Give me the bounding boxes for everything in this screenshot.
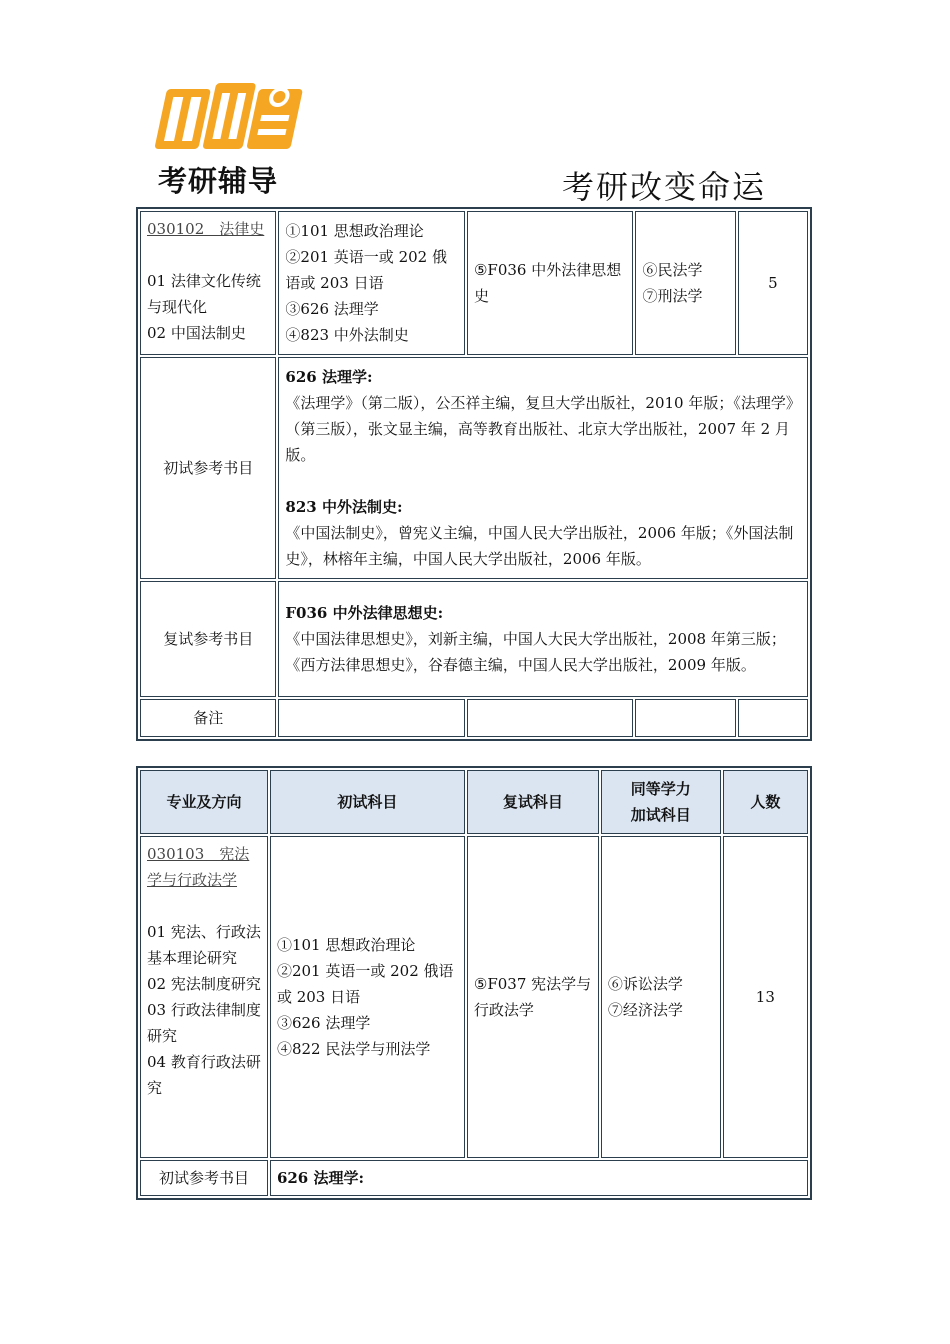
retest-books-cell	[278, 581, 808, 697]
table-row	[140, 581, 808, 697]
header-extra-line2: 加试科目	[630, 806, 691, 824]
table-row	[140, 1160, 808, 1196]
book-list-text: 《法理学》（第二版），公丕祥主编，复旦大学出版社，2010 年版；《法理学》（第三版），张文显主编，高等教育出版社、北京大学出版社，2007 年 2 月版。	[285, 394, 801, 464]
initial-subjects-cell	[278, 211, 465, 355]
major-cell	[140, 836, 268, 1158]
subject-item: ①101 思想政治理论	[276, 936, 416, 954]
extra-subject-item: ⑥民法学	[642, 261, 703, 279]
empty-cell	[278, 699, 465, 737]
table-row	[140, 211, 808, 355]
book-subject-title: 823 中外法制史:	[285, 498, 403, 516]
retest-subjects-cell: ⑤F036 中外法律思想史	[467, 211, 634, 355]
direction-item: 04 教育行政法研究	[147, 1053, 261, 1097]
initial-books-cell	[278, 357, 808, 579]
initial-subjects-cell	[270, 836, 465, 1158]
extra-subject-item: ⑦刑法学	[642, 287, 703, 305]
empty-cell	[738, 699, 808, 737]
table-row	[140, 836, 808, 1158]
table-row	[140, 699, 808, 737]
book-subject-title: F036 中外法律思想史:	[285, 604, 444, 622]
logo-mark	[154, 75, 304, 157]
header-extra-line1: 同等学力	[630, 780, 691, 798]
program-table-030102	[136, 207, 812, 741]
slogan: 考研改变命运	[562, 168, 767, 206]
subject-item: ②201 英语一或 202 俄语或 203 日语	[276, 962, 454, 1006]
extra-subjects-cell	[601, 836, 721, 1158]
major-code: 学与行政法学	[147, 871, 238, 889]
header-retest-subjects: 复试科目	[467, 770, 599, 834]
major-code: 030102 法律史	[147, 220, 265, 238]
direction-item: 01 法律文化传统与现代化	[147, 272, 261, 316]
header-extra-subjects	[601, 770, 721, 834]
book-list-text: 《中国法制史》，曾宪义主编，中国人民大学出版社，2006 年版；《外国法制史》，林榕年主编，中国人民大学出版社，2006 年版。	[285, 524, 794, 568]
major-code: 030103 宪法	[147, 845, 250, 863]
header-initial-subjects: 初试科目	[270, 770, 465, 834]
extra-subject-item: ⑦经济法学	[607, 1001, 683, 1019]
initial-books-cell	[270, 1160, 808, 1196]
logo	[150, 75, 310, 198]
retest-books-label: 复试参考书目	[140, 581, 276, 697]
header-quota: 人数	[723, 770, 808, 834]
quota-cell: 13	[723, 836, 808, 1158]
table-header-row	[140, 770, 808, 834]
subject-item: ③626 法理学	[276, 1014, 371, 1032]
extra-subjects-cell	[635, 211, 735, 355]
quota-cell: 5	[738, 211, 808, 355]
major-cell	[140, 211, 276, 355]
book-subject-title: 626 法理学:	[285, 368, 373, 386]
program-table-030103	[136, 766, 812, 1200]
notes-label: 备注	[140, 699, 276, 737]
subject-item: ④823 中外法制史	[285, 326, 409, 344]
subject-item: ④822 民法学与刑法学	[276, 1040, 431, 1058]
direction-item: 02 中国法制史	[147, 324, 246, 342]
retest-subjects-cell: ⑤F037 宪法学与行政法学	[467, 836, 599, 1158]
book-list-text: 《中国法律思想史》，刘新主编，中国人大民大学出版社，2008 年第三版；《西方法律思想史》，谷春德主编，中国人民大学出版社，2009 年版。	[285, 630, 786, 674]
subject-item: ②201 英语一或 202 俄语或 203 日语	[285, 248, 447, 292]
initial-books-label: 初试参考书目	[140, 357, 276, 579]
direction-item: 02 宪法制度研究	[147, 975, 261, 993]
header-major: 专业及方向	[140, 770, 268, 834]
direction-item: 01 宪法、行政法基本理论研究	[147, 923, 261, 967]
subject-item: ③626 法理学	[285, 300, 379, 318]
direction-item: 03 行政法律制度研究	[147, 1001, 261, 1045]
subject-item: ①101 思想政治理论	[285, 222, 424, 240]
book-subject-title: 626 法理学:	[276, 1169, 365, 1187]
extra-subject-item: ⑥诉讼法学	[607, 975, 683, 993]
table-row	[140, 357, 808, 579]
empty-cell	[467, 699, 634, 737]
initial-books-label: 初试参考书目	[140, 1160, 268, 1196]
logo-subtitle: 考研辅导	[158, 164, 279, 198]
empty-cell	[635, 699, 735, 737]
